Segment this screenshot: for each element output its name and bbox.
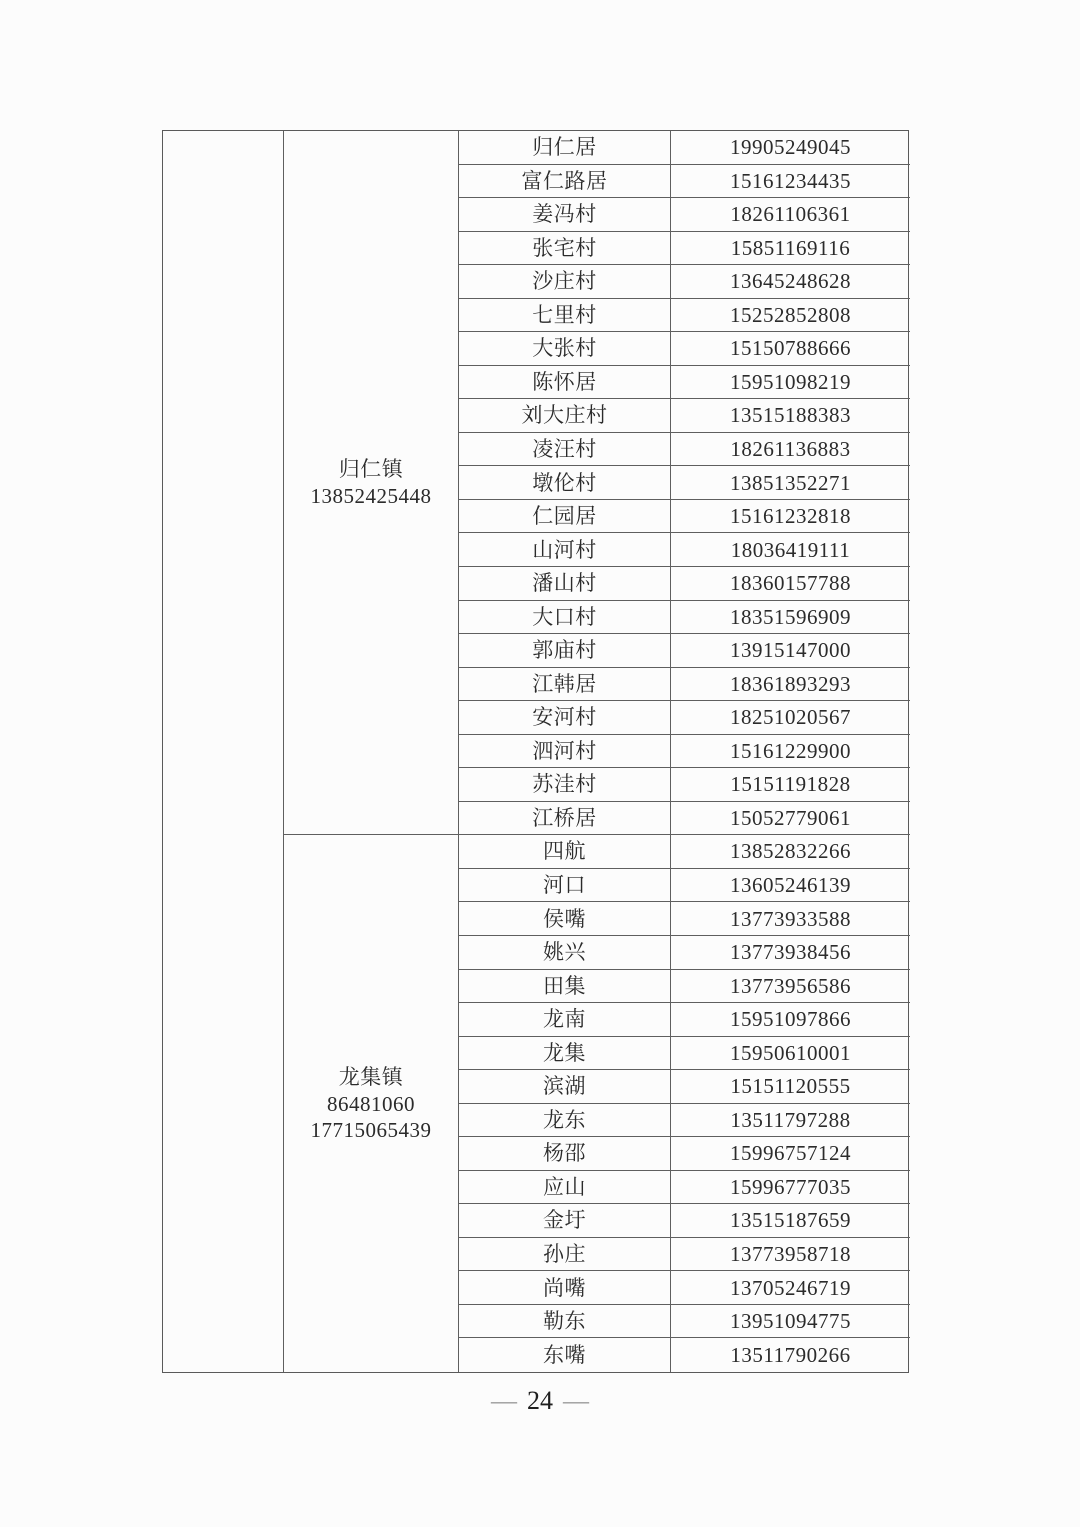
village-cell: 郭庙村 — [459, 634, 671, 668]
town-phone: 86481060 — [327, 1091, 415, 1116]
village-cell: 泗河村 — [459, 735, 671, 769]
phone-cell: 13773958718 — [671, 1238, 910, 1272]
village-cell: 归仁居 — [459, 131, 671, 165]
phone-cell: 18261106361 — [671, 198, 910, 232]
page-number: 24 — [527, 1386, 553, 1415]
phone-cell: 15951097866 — [671, 1003, 910, 1037]
phone-cell: 18036419111 — [671, 533, 910, 567]
village-cell: 孙庄 — [459, 1238, 671, 1272]
town-phone: 17715065439 — [310, 1117, 432, 1142]
phone-cell: 15851169116 — [671, 232, 910, 266]
village-cell: 刘大庄村 — [459, 399, 671, 433]
town-name: 龙集镇 — [338, 1065, 404, 1090]
phone-cell: 15252852808 — [671, 299, 910, 333]
village-cell: 张宅村 — [459, 232, 671, 266]
town-name: 归仁镇 — [338, 457, 404, 482]
phone-cell: 15996777035 — [671, 1171, 910, 1205]
village-cell: 尚嘴 — [459, 1271, 671, 1305]
village-cell: 侯嘴 — [459, 902, 671, 936]
village-cell: 龙集 — [459, 1037, 671, 1071]
phone-cell: 18351596909 — [671, 601, 910, 635]
village-cell: 安河村 — [459, 701, 671, 735]
phone-cell: 13773938456 — [671, 936, 910, 970]
village-cell: 杨邵 — [459, 1137, 671, 1171]
phone-cell: 13915147000 — [671, 634, 910, 668]
phone-cell: 18251020567 — [671, 701, 910, 735]
village-cell: 仁园居 — [459, 500, 671, 534]
phone-cell: 15951098219 — [671, 366, 910, 400]
village-cell: 苏洼村 — [459, 768, 671, 802]
phone-cell: 15996757124 — [671, 1137, 910, 1171]
phone-cell: 13773956586 — [671, 970, 910, 1004]
phone-cell: 18360157788 — [671, 567, 910, 601]
town-cell — [284, 835, 459, 1372]
phone-cell: 13773933588 — [671, 902, 910, 936]
phone-cell: 13645248628 — [671, 265, 910, 299]
phone-cell: 15161234435 — [671, 165, 910, 199]
village-cell: 江韩居 — [459, 668, 671, 702]
village-cell: 勒东 — [459, 1305, 671, 1339]
phone-cell: 13515188383 — [671, 399, 910, 433]
village-cell: 潘山村 — [459, 567, 671, 601]
village-cell: 姚兴 — [459, 936, 671, 970]
village-cell: 凌汪村 — [459, 433, 671, 467]
phone-cell: 15151120555 — [671, 1070, 910, 1104]
village-cell: 大口村 — [459, 601, 671, 635]
phone-cell: 15161229900 — [671, 735, 910, 769]
village-cell: 江桥居 — [459, 802, 671, 836]
village-cell: 墩伦村 — [459, 466, 671, 500]
village-cell: 金圩 — [459, 1204, 671, 1238]
phone-cell: 15161232818 — [671, 500, 910, 534]
village-cell: 应山 — [459, 1171, 671, 1205]
town-cell — [284, 131, 459, 835]
village-cell: 四航 — [459, 835, 671, 869]
village-cell: 沙庄村 — [459, 265, 671, 299]
village-cell: 龙南 — [459, 1003, 671, 1037]
empty-spanner-cell — [163, 131, 284, 1372]
phone-cell: 13951094775 — [671, 1305, 910, 1339]
village-cell: 七里村 — [459, 299, 671, 333]
village-cell: 东嘴 — [459, 1338, 671, 1372]
page-footer — [0, 1386, 1080, 1416]
village-cell: 姜冯村 — [459, 198, 671, 232]
phone-cell: 13705246719 — [671, 1271, 910, 1305]
phone-cell: 19905249045 — [671, 131, 910, 165]
phone-cell: 15150788666 — [671, 332, 910, 366]
village-cell: 大张村 — [459, 332, 671, 366]
phone-cell: 13511797288 — [671, 1104, 910, 1138]
village-cell: 山河村 — [459, 533, 671, 567]
phone-cell: 15052779061 — [671, 802, 910, 836]
phone-cell: 13851352271 — [671, 466, 910, 500]
phone-cell: 15151191828 — [671, 768, 910, 802]
phone-cell: 18361893293 — [671, 668, 910, 702]
village-cell: 河口 — [459, 869, 671, 903]
village-cell: 富仁路居 — [459, 165, 671, 199]
phone-cell: 13515187659 — [671, 1204, 910, 1238]
phone-cell: 13852832266 — [671, 835, 910, 869]
directory-table — [162, 130, 909, 1373]
phone-cell: 13605246139 — [671, 869, 910, 903]
village-cell: 滨湖 — [459, 1070, 671, 1104]
footer-dash-right: — — [563, 1386, 589, 1415]
phone-cell: 13511790266 — [730, 1343, 851, 1368]
village-cell: 龙东 — [459, 1104, 671, 1138]
phone-cell: 15950610001 — [671, 1037, 910, 1071]
phone-cell: 18261136883 — [671, 433, 910, 467]
village-cell: 陈怀居 — [459, 366, 671, 400]
town-phone: 13852425448 — [310, 483, 432, 508]
footer-dash-left: — — [491, 1386, 517, 1415]
village-cell: 田集 — [459, 970, 671, 1004]
